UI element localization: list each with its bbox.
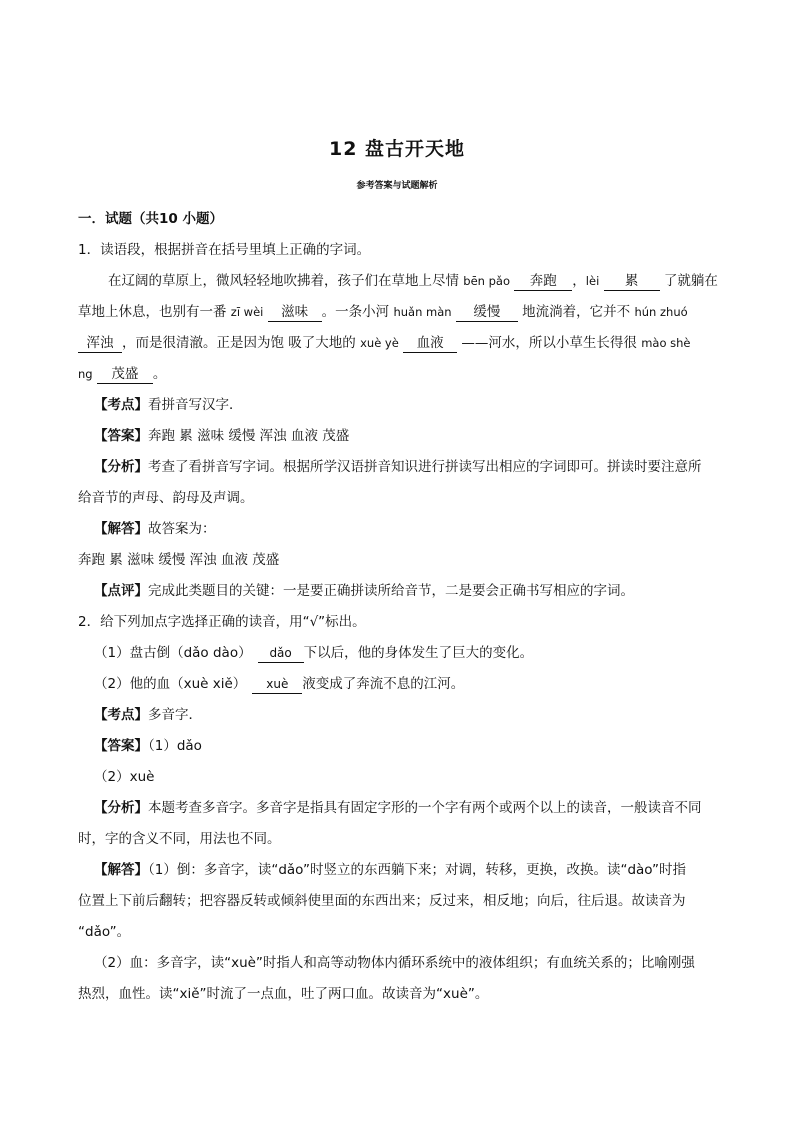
q1-pinyin-7-cont: ng: [78, 367, 93, 381]
q2-jieda-cont-3: （2）血：多音字，读“xuè”时指人和高等动物体内循环系统中的液体组织；有血统关系的；比喻刚强: [94, 955, 695, 971]
q1-passage-line-4: [78, 359, 718, 390]
q1-answer-blank-3: 滋味: [268, 303, 322, 322]
q1-answer-blank-6: 血液: [403, 334, 457, 353]
q1-jieda: [78, 514, 718, 545]
dianping-text: 完成此类题目的关键：一是要正确拼读所给音节，二是要会正确书写相应的字词。: [148, 583, 634, 599]
jieda-tag: 【解答】: [94, 521, 148, 537]
q2-jieda: [78, 855, 718, 886]
q2-stem: 2．给下列加点字选择正确的读音，用“√”标出。: [78, 614, 366, 630]
kaodian-text: 多音字．: [148, 707, 202, 723]
q1-answer-blank-4: 缓慢: [456, 303, 518, 322]
q1-pinyin-4: huǎn màn: [393, 305, 452, 319]
q2-item-2-text: 液变成了奔流不息的江河。: [302, 676, 465, 692]
q1-text: 在辽阔的草原上，微风轻轻地吹拂着，孩子们在草地上尽情: [108, 273, 464, 289]
q1-pinyin-7: mào shè: [641, 336, 691, 350]
q2-fenxi: [78, 793, 718, 824]
q2-item-1: [78, 638, 718, 669]
fenxi-text: 本题考查多音字。多音字是指具有固定字形的一个字有两个或两个以上的读音，一般读音不同: [148, 800, 702, 816]
q1-text: 草地上休息，也别有一番: [78, 304, 231, 320]
q2-item-1-text: （1）盘古倒（dǎo dào）: [94, 645, 252, 661]
q2-item-2-text: （2）他的血（xuè xiě）: [94, 676, 247, 692]
jieda-text: （1）倒：多音字，读“dǎo”时竖立的东西躺下来；对调，转移，更换，改换。读“dào”时指: [148, 862, 687, 878]
q1-text: 。: [152, 366, 167, 382]
q1-jieda-answer: 奔跑 累 滋味 缓慢 浑浊 血液 茂盛: [78, 552, 280, 568]
q1-text: 了就躺在: [659, 273, 718, 289]
q1-text: ——河水，所以小草生长得很: [457, 335, 642, 351]
q1-pinyin-2: lèi: [585, 274, 600, 288]
q1-fenxi: [78, 452, 718, 483]
q1-dianping: [78, 576, 718, 607]
q1-answer-blank-1: 奔跑: [514, 272, 572, 291]
q1-pinyin-1: bēn pǎo: [463, 274, 510, 288]
q1-answer-blank-2: 累: [604, 272, 660, 291]
q1-text: ，: [572, 273, 586, 289]
q1-passage-line-3: [78, 328, 718, 359]
q1-text: 地流淌着，它并不: [517, 304, 635, 320]
q1-text: ，而是很清澈。正是因为饱 吸了大地的: [122, 335, 361, 351]
jieda-text: 故答案为：: [148, 521, 216, 537]
daan-tag: 【答案】: [94, 428, 148, 444]
daan-tag: 【答案】: [94, 738, 148, 754]
q2-item-2: [78, 669, 718, 700]
daan-text: （1）dǎo: [148, 738, 202, 754]
q1-answer-blank-7: 茂盛: [97, 365, 153, 384]
kaodian-tag: 【考点】: [94, 397, 148, 413]
q2-jieda-cont-1: 位置上下前后翻转；把容器反转或倾斜使里面的东西出来；反过来，相反地；向后，往后退。故读音为: [78, 893, 686, 909]
fenxi-tag: 【分析】: [94, 800, 148, 816]
q2-kaodian: [78, 700, 718, 731]
q2-fenxi-cont: 时，字的含义不同，用法也不同。: [78, 831, 281, 847]
q1-pinyin-3: zī wèi: [230, 305, 264, 319]
q1-answer-blank-5: 浑浊: [78, 334, 122, 353]
q1-text: 。一条小河: [321, 304, 394, 320]
section-heading: 一．试题（共10 小题）: [78, 211, 223, 227]
q2-daan-2: （2）xuè: [94, 769, 155, 785]
fenxi-text: 考查了看拼音写字词。根据所学汉语拼音知识进行拼读写出相应的字词即可。拼读时要注意所: [148, 459, 702, 475]
document-subtitle: 参考答案与试题解析: [356, 181, 438, 191]
q1-passage-line-1: [78, 266, 718, 297]
q2-jieda-cont-2: “dǎo”。: [78, 924, 131, 940]
document-content: [78, 204, 718, 1010]
q2-item-1-text: 下以后，他的身体发生了巨大的变化。: [303, 645, 534, 661]
kaodian-tag: 【考点】: [94, 707, 148, 723]
q1-fenxi-cont: 给音节的声母、韵母及声调。: [78, 490, 254, 506]
q1-daan: [78, 421, 718, 452]
document-title: 12 盘古开天地: [328, 138, 466, 160]
jieda-tag: 【解答】: [94, 862, 148, 878]
q2-answer-blank-1: dǎo: [258, 644, 304, 663]
kaodian-text: 看拼音写汉字．: [148, 397, 243, 413]
q1-kaodian: [78, 390, 718, 421]
q2-jieda-cont-4: 热烈，血性。读“xiě”时流了一点血，吐了两口血。故读音为“xuè”。: [78, 986, 489, 1002]
q1-stem: 1．读语段，根据拼音在括号里填上正确的字词。: [78, 242, 371, 258]
q1-passage-line-2: [78, 297, 718, 328]
q2-answer-blank-2: xuè: [252, 675, 302, 694]
q1-pinyin-6: xuè yè: [360, 336, 399, 350]
q2-daan: [78, 731, 718, 762]
daan-text: 奔跑 累 滋味 缓慢 浑浊 血液 茂盛: [148, 428, 350, 444]
q1-pinyin-5: hún zhuó: [634, 305, 688, 319]
fenxi-tag: 【分析】: [94, 459, 148, 475]
dianping-tag: 【点评】: [94, 583, 148, 599]
